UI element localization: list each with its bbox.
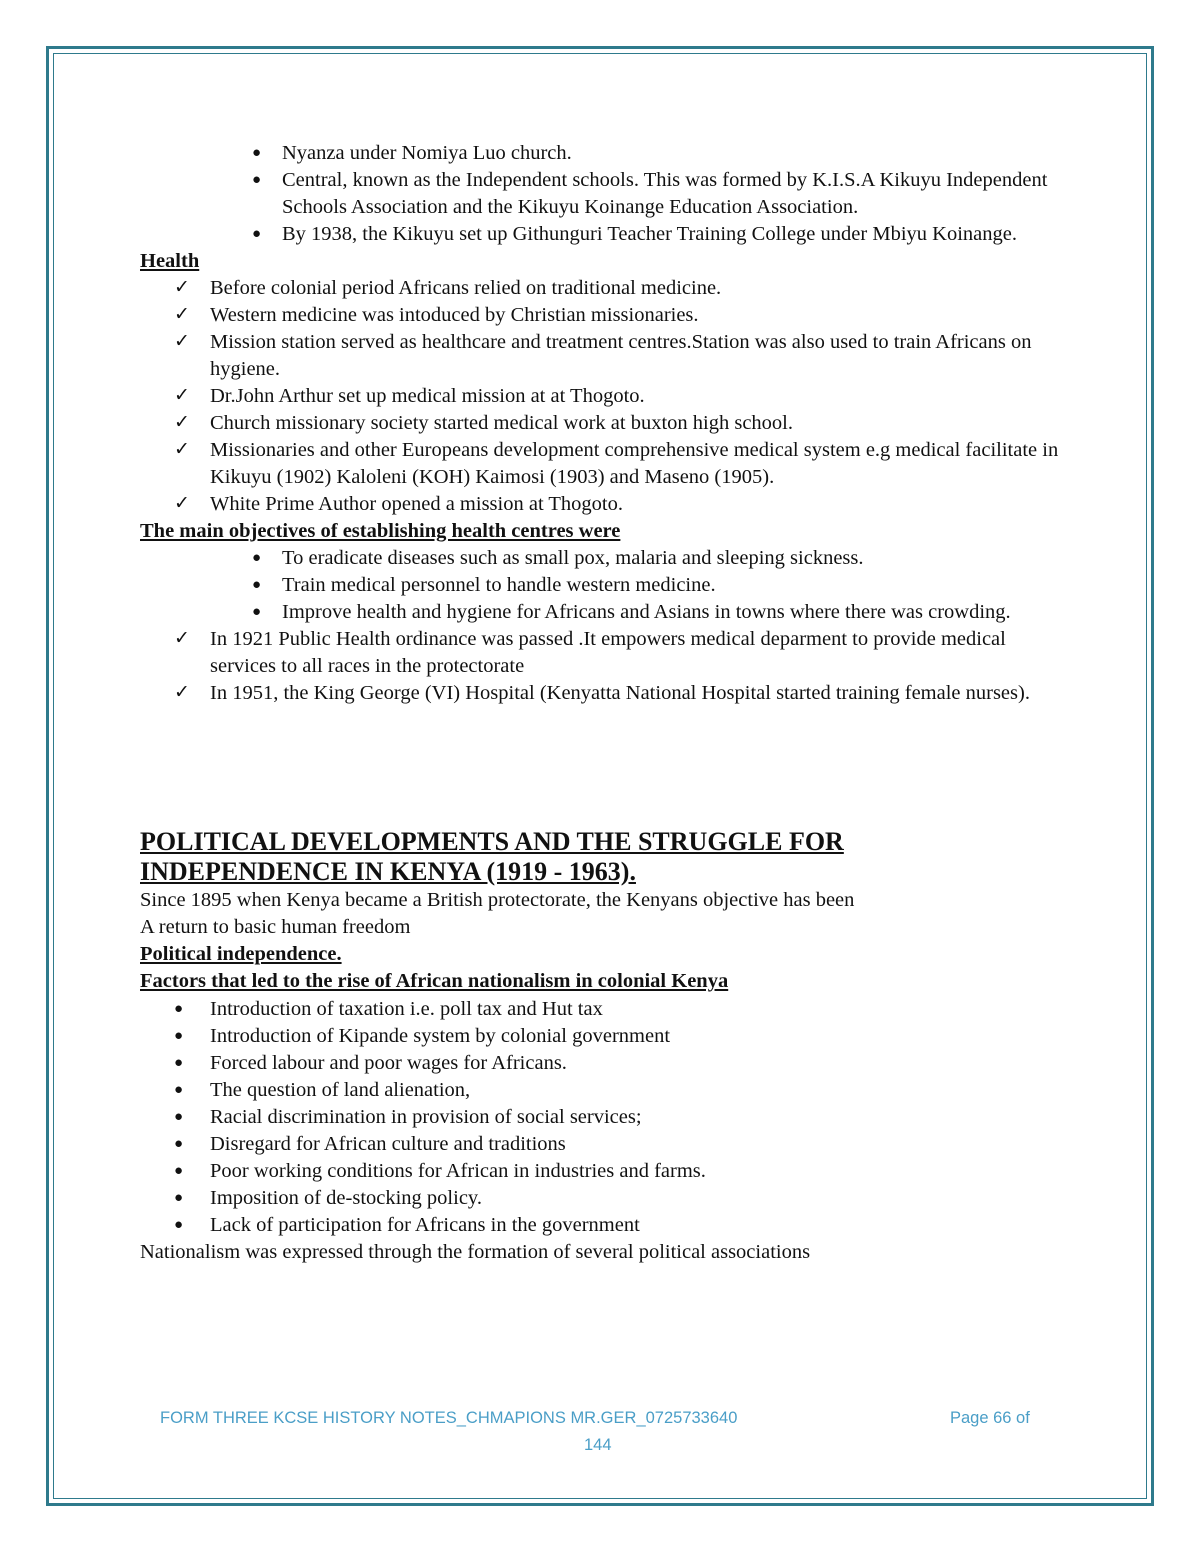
list-item: ✓ White Prime Author opened a mission at Thogoto. [174, 492, 623, 515]
list-item: ✓ In 1921 Public Health ordinance was passed .It empowers medical deparment to provide medical services to all races in the protectorate [174, 627, 1006, 677]
document-body [140, 140, 1070, 1266]
footer-title: FORM THREE KCSE HISTORY NOTES_CHMAPIONS MR.GER_0725733640 [160, 1409, 738, 1427]
list-item: ✓ Church missionary society started medical work at buxton high school. [174, 411, 793, 434]
bullet-icon: ● [174, 1055, 184, 1071]
bullet-icon: ● [174, 1028, 184, 1044]
checkmark-icon: ✓ [174, 303, 190, 325]
bullet-icon: ● [252, 550, 262, 566]
footer-page-total: 144 [584, 1436, 612, 1454]
political-title-line-1: POLITICAL DEVELOPMENTS AND THE STRUGGLE FOR [140, 827, 844, 856]
list-item: ✓ Before colonial period Africans relied on traditional medicine. [174, 276, 722, 299]
bullet-icon: ● [252, 172, 262, 188]
list-item: ✓ In 1951, the King George (VI) Hospital (Kenyatta National Hospital started training female nurses). [174, 681, 1030, 704]
checkmark-icon: ✓ [174, 492, 190, 514]
list-item: ✓ Missionaries and other Europeans development comprehensive medical system e.g medical facilitate in Kikuyu (1902) Kaloleni (KOH) Kaimosi (1903) and Maseno (1905). [174, 438, 1059, 488]
political-title [140, 827, 1070, 887]
list-item: ● Racial discrimination in provision of social services; [140, 1104, 1070, 1131]
bullet-icon: ● [174, 1136, 184, 1152]
bullet-icon: ● [174, 1082, 184, 1098]
checkmark-icon: ✓ [174, 438, 190, 460]
bullet-icon: ● [252, 226, 262, 242]
list-item: ● Lack of participation for Africans in the government [140, 1212, 1070, 1239]
bullet-icon: ● [174, 1109, 184, 1125]
bullet-icon: ● [174, 1163, 184, 1179]
list-item: ● Introduction of taxation i.e. poll tax and Hut tax [140, 996, 1070, 1023]
list-item: ● Central, known as the Independent schools. This was formed by K.I.S.A Kikuyu Independent Schools Association and the Kikuyu Koinange Education Association. [252, 169, 1048, 218]
bullet-icon: ● [174, 1001, 184, 1017]
list-item: ● To eradicate diseases such as small pox, malaria and sleeping sickness. [140, 545, 1070, 572]
bullet-icon: ● [174, 1217, 184, 1233]
list-item: ● Poor working conditions for African in industries and farms. [140, 1158, 1070, 1185]
bullet-icon: ● [174, 1190, 184, 1206]
political-intro-line-2: A return to basic human freedom [140, 916, 411, 938]
political-intro-line-1: Since 1895 when Kenya became a British protectorate, the Kenyans objective has been [140, 889, 855, 911]
checkmark-icon: ✓ [174, 681, 190, 703]
factors-bullet-list [140, 996, 1070, 1239]
bullet-icon: ● [252, 604, 262, 620]
political-closing: Nationalism was expressed through the formation of several political associations [140, 1241, 811, 1263]
list-item: ✓ Mission station served as healthcare and treatment centres.Station was also used to train Africans on hygiene. [174, 330, 1032, 380]
checkmark-icon: ✓ [174, 384, 190, 406]
top-bullet-list [140, 140, 1070, 248]
list-item: ● Train medical personnel to handle western medicine. [140, 572, 1070, 599]
list-item: ● Forced labour and poor wages for Africans. [140, 1050, 1070, 1077]
political-independence-heading: Political independence. [140, 943, 342, 965]
checkmark-icon: ✓ [174, 330, 190, 352]
political-title-line-2: INDEPENDENCE IN KENYA (1919 - 1963). [140, 857, 636, 886]
list-item: ● Nyanza under Nomiya Luo church. [140, 140, 1070, 167]
health-heading: Health [140, 250, 200, 272]
list-item: ✓ Dr.John Arthur set up medical mission at at Thogoto. [174, 384, 645, 407]
objectives-heading: The main objectives of establishing health centres were [140, 520, 621, 542]
list-item: ● By 1938, the Kikuyu set up Githunguri Teacher Training College under Mbiyu Koinange. [140, 221, 1070, 248]
bullet-icon: ● [252, 145, 262, 161]
list-item: ● The question of land alienation, [140, 1077, 1070, 1104]
checkmark-icon: ✓ [174, 627, 190, 649]
footer-page-number: Page 66 of [950, 1409, 1030, 1427]
checkmark-icon: ✓ [174, 411, 190, 433]
health-check-list [140, 275, 1070, 518]
bullet-icon: ● [252, 577, 262, 593]
list-item: ● Improve health and hygiene for Africans and Asians in towns where there was crowding. [140, 599, 1070, 626]
factors-heading: Factors that led to the rise of African nationalism in colonial Kenya [140, 970, 729, 992]
objectives-bullet-list [140, 545, 1070, 626]
list-item: ● Introduction of Kipande system by colonial government [140, 1023, 1070, 1050]
list-item: ● Disregard for African culture and traditions [140, 1131, 1070, 1158]
list-item: ✓ Western medicine was intoduced by Christian missionaries. [174, 303, 699, 326]
objectives-check-list [140, 626, 1070, 707]
checkmark-icon: ✓ [174, 276, 190, 298]
list-item: ● Imposition of de-stocking policy. [140, 1185, 1070, 1212]
